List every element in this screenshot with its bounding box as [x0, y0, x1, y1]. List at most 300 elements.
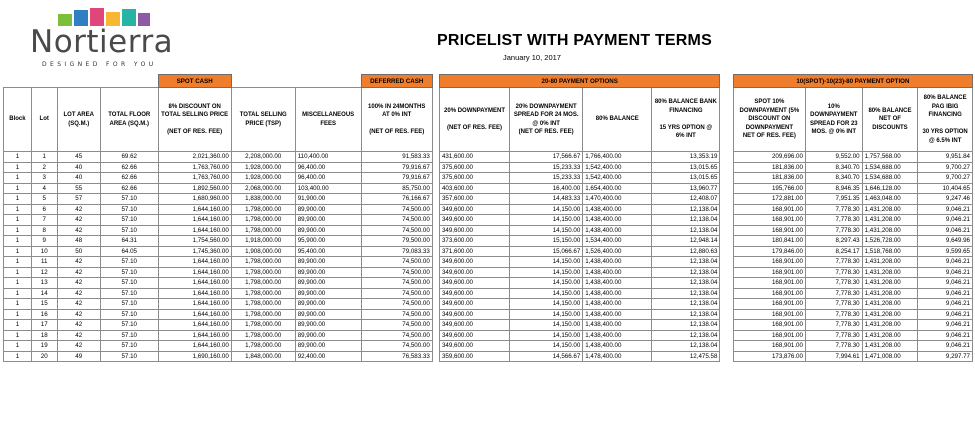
cell-bal80: 1,438,400.00 [583, 278, 652, 289]
table-row [4, 204, 973, 215]
col-tsp: TOTAL SELLING PRICE (TSP) [231, 88, 295, 152]
cell-floor-area: 57.10 [100, 278, 158, 289]
cell-bal80: 1,654,400.00 [583, 183, 652, 194]
cell-lot: 11 [31, 257, 57, 268]
cell-spot10: 209,696.00 [733, 152, 805, 163]
cell-bal80-net: 1,757,568.00 [862, 152, 918, 163]
cell-dp20: 403,600.00 [439, 183, 509, 194]
cell-spot-discount: 1,644,160.00 [158, 330, 231, 341]
cell-bal80-bank: 12,138.04 [652, 257, 720, 268]
cell-bal80: 1,438,400.00 [583, 204, 652, 215]
table-row [4, 267, 973, 278]
cell-lot: 10 [31, 246, 57, 257]
cell-bal80-bank: 12,138.04 [652, 278, 720, 289]
cell-spot-discount: 1,644,160.00 [158, 225, 231, 236]
cell-bal80-bank: 12,880.63 [652, 246, 720, 257]
col-lot-area: LOT AREA (SQ.M.) [57, 88, 100, 152]
cell-dp20: 349,600.00 [439, 267, 509, 278]
cell-block: 1 [4, 257, 32, 268]
cell-bal80: 1,438,400.00 [583, 330, 652, 341]
cell-spot-discount: 1,892,560.00 [158, 183, 231, 194]
cell-bal80-net: 1,431,208.00 [862, 288, 918, 299]
cell-bal80: 1,438,400.00 [583, 288, 652, 299]
cell-dp20-spread: 14,150.00 [510, 257, 583, 268]
col-bal80-pagibig-label: 80% BALANCE PAG IBIG FINANCING [923, 95, 967, 118]
cell-spot-discount: 1,644,160.00 [158, 215, 231, 226]
cell-dp20-spread: 15,066.67 [510, 246, 583, 257]
cell-bal80-bank: 12,475.58 [652, 351, 720, 362]
cell-spot-discount: 1,680,960.00 [158, 194, 231, 205]
cell-lot-area: 49 [57, 351, 100, 362]
cell-floor-area: 62.66 [100, 173, 158, 184]
cell-spot-discount: 1,644,160.00 [158, 204, 231, 215]
cell-lot-area: 55 [57, 183, 100, 194]
cell-bal80: 1,438,400.00 [583, 341, 652, 352]
cell-spot-discount: 1,644,160.00 [158, 278, 231, 289]
table-row [4, 288, 973, 299]
cell-bal80-pagibig: 9,046.21 [918, 299, 973, 310]
cell-bal80-bank: 12,138.04 [652, 225, 720, 236]
col-spot10-note: NET OF RES. FEE) [742, 133, 796, 140]
cell-lot: 7 [31, 215, 57, 226]
cell-floor-area: 57.10 [100, 194, 158, 205]
table-row [4, 246, 973, 257]
table-row [4, 320, 973, 331]
cell-bal80-net: 1,534,688.00 [862, 162, 918, 173]
cell-bal80-net: 1,431,208.00 [862, 278, 918, 289]
cell-bal80-pagibig: 9,046.21 [918, 215, 973, 226]
cell-spot10: 168,901.00 [733, 288, 805, 299]
cell-spot10: 168,901.00 [733, 299, 805, 310]
cell-block: 1 [4, 330, 32, 341]
col-spot-discount [158, 88, 231, 152]
cell-bal80-pagibig: 10,404.65 [918, 183, 973, 194]
cell-misc: 89,900.00 [295, 341, 361, 352]
cell-lot-area: 42 [57, 299, 100, 310]
cell-dp10-spread: 7,778.30 [805, 225, 862, 236]
cell-misc: 96,400.00 [295, 162, 361, 173]
cell-dp10-spread: 7,778.30 [805, 320, 862, 331]
cell-tsp: 2,208,000.00 [231, 152, 295, 163]
cell-spot-discount: 1,644,160.00 [158, 341, 231, 352]
cell-bal80-bank: 12,138.04 [652, 299, 720, 310]
cell-lot: 17 [31, 320, 57, 331]
cell-bal80-bank: 12,948.14 [652, 236, 720, 247]
cell-spot10: 181,836.00 [733, 173, 805, 184]
cell-dp20: 349,600.00 [439, 341, 509, 352]
cell-dp10-spread: 8,340.70 [805, 162, 862, 173]
cell-bal80-net: 1,534,688.00 [862, 173, 918, 184]
cell-tsp: 1,908,000.00 [231, 246, 295, 257]
cell-dp20: 349,600.00 [439, 215, 509, 226]
cell-deferred: 79,916.67 [361, 173, 432, 184]
cell-bal80: 1,438,400.00 [583, 215, 652, 226]
cell-tsp: 1,798,000.00 [231, 204, 295, 215]
cell-dp20: 349,600.00 [439, 204, 509, 215]
cell-lot-area: 42 [57, 225, 100, 236]
price-date: January 10, 2017 [503, 53, 561, 62]
cell-bal80-bank: 12,138.04 [652, 215, 720, 226]
cell-block: 1 [4, 173, 32, 184]
cell-spot-discount: 1,754,560.00 [158, 236, 231, 247]
cell-bal80-net: 1,431,208.00 [862, 204, 918, 215]
cell-misc: 89,900.00 [295, 215, 361, 226]
cell-misc: 89,900.00 [295, 267, 361, 278]
cell-spot-discount: 1,644,160.00 [158, 288, 231, 299]
cell-spot10: 168,901.00 [733, 204, 805, 215]
cell-lot: 9 [31, 236, 57, 247]
table-row [4, 236, 973, 247]
cell-bal80-bank: 13,015.65 [652, 173, 720, 184]
table-row [4, 173, 973, 184]
cell-misc: 110,400.00 [295, 152, 361, 163]
cell-dp20-spread: 14,566.67 [510, 351, 583, 362]
cell-tsp: 1,928,000.00 [231, 162, 295, 173]
cell-dp20-spread: 14,150.00 [510, 309, 583, 320]
cell-lot-area: 57 [57, 194, 100, 205]
cell-spot10: 168,901.00 [733, 278, 805, 289]
cell-dp20: 349,600.00 [439, 309, 509, 320]
col-dp20-spread [510, 88, 583, 152]
cell-bal80-bank: 12,138.04 [652, 330, 720, 341]
cell-dp10-spread: 7,778.30 [805, 204, 862, 215]
cell-floor-area: 57.10 [100, 351, 158, 362]
cell-bal80: 1,534,400.00 [583, 236, 652, 247]
cell-bal80: 1,478,400.00 [583, 351, 652, 362]
cell-misc: 103,400.00 [295, 183, 361, 194]
col-misc: MISCELLANEOUS FEES [295, 88, 361, 152]
cell-misc: 89,900.00 [295, 320, 361, 331]
cell-spot-discount: 1,644,160.00 [158, 320, 231, 331]
col-bal80-bank [652, 88, 720, 152]
cell-lot-area: 42 [57, 320, 100, 331]
cell-tsp: 1,848,000.00 [231, 351, 295, 362]
cell-dp20-spread: 17,566.67 [510, 152, 583, 163]
cell-tsp: 1,798,000.00 [231, 257, 295, 268]
cell-deferred: 91,583.33 [361, 152, 432, 163]
table-row [4, 330, 973, 341]
cell-bal80-pagibig: 9,297.77 [918, 351, 973, 362]
cell-lot-area: 48 [57, 236, 100, 247]
cell-bal80-net: 1,431,208.00 [862, 225, 918, 236]
cell-floor-area: 57.10 [100, 309, 158, 320]
column-header-row [4, 88, 973, 152]
table-row [4, 194, 973, 205]
cell-misc: 91,900.00 [295, 194, 361, 205]
cell-lot-area: 42 [57, 309, 100, 320]
cell-lot-area: 40 [57, 173, 100, 184]
cell-bal80: 1,470,400.00 [583, 194, 652, 205]
cell-bal80-bank: 12,138.04 [652, 320, 720, 331]
cell-lot-area: 40 [57, 162, 100, 173]
table-row [4, 309, 973, 320]
cell-deferred: 74,500.00 [361, 330, 432, 341]
table-row [4, 341, 973, 352]
cell-bal80-net: 1,431,208.00 [862, 257, 918, 268]
cell-spot10: 168,901.00 [733, 267, 805, 278]
cell-dp10-spread: 7,778.30 [805, 299, 862, 310]
cell-dp20: 349,600.00 [439, 320, 509, 331]
band-header-row [4, 75, 973, 88]
cell-deferred: 74,500.00 [361, 257, 432, 268]
cell-spot-discount: 1,644,160.00 [158, 257, 231, 268]
brand-tagline: DESIGNED FOR YOU [42, 61, 157, 68]
cell-dp20: 373,600.00 [439, 236, 509, 247]
cell-floor-area: 57.10 [100, 320, 158, 331]
cell-dp20-spread: 14,150.00 [510, 330, 583, 341]
cell-dp20-spread: 14,150.00 [510, 267, 583, 278]
cell-floor-area: 64.31 [100, 236, 158, 247]
cell-bal80-pagibig: 9,951.84 [918, 152, 973, 163]
cell-bal80-bank: 13,353.19 [652, 152, 720, 163]
cell-dp10-spread: 7,778.30 [805, 257, 862, 268]
cell-dp10-spread: 7,778.30 [805, 215, 862, 226]
cell-bal80-net: 1,431,208.00 [862, 215, 918, 226]
cell-tsp: 1,918,000.00 [231, 236, 295, 247]
cell-bal80-pagibig: 9,247.46 [918, 194, 973, 205]
cell-bal80-pagibig: 9,700.27 [918, 162, 973, 173]
cell-floor-area: 57.10 [100, 330, 158, 341]
cell-spot-discount: 1,644,160.00 [158, 309, 231, 320]
cell-misc: 89,900.00 [295, 299, 361, 310]
band-spot-cash: SPOT CASH [158, 75, 231, 88]
cell-dp10-spread: 7,951.35 [805, 194, 862, 205]
cell-bal80-pagibig: 9,046.21 [918, 288, 973, 299]
cell-floor-area: 57.10 [100, 299, 158, 310]
cell-bal80-net: 1,518,768.00 [862, 246, 918, 257]
cell-spot10: 168,901.00 [733, 330, 805, 341]
col-dp20-spread-label: 20% DOWNPAYMENT SPREAD FOR 24 MOS. @ 0% INT [513, 103, 579, 127]
page-title: PRICELIST WITH PAYMENT TERMS [437, 32, 712, 49]
cell-lot: 8 [31, 225, 57, 236]
cell-lot-area: 42 [57, 257, 100, 268]
cell-dp20-spread: 14,150.00 [510, 320, 583, 331]
cell-lot: 13 [31, 278, 57, 289]
cell-floor-area: 57.10 [100, 288, 158, 299]
cell-dp10-spread: 7,778.30 [805, 330, 862, 341]
table-row [4, 278, 973, 289]
cell-lot-area: 42 [57, 330, 100, 341]
cell-block: 1 [4, 194, 32, 205]
col-dp20 [439, 88, 509, 152]
cell-tsp: 2,068,000.00 [231, 183, 295, 194]
cell-misc: 95,900.00 [295, 236, 361, 247]
cell-spot10: 195,766.00 [733, 183, 805, 194]
col-lot: Lot [31, 88, 57, 152]
cell-dp10-spread: 7,778.30 [805, 341, 862, 352]
cell-lot: 2 [31, 162, 57, 173]
cell-dp10-spread: 8,946.35 [805, 183, 862, 194]
cell-tsp: 1,798,000.00 [231, 299, 295, 310]
cell-bal80-pagibig: 9,046.21 [918, 330, 973, 341]
cell-bal80-net: 1,463,048.00 [862, 194, 918, 205]
cell-block: 1 [4, 299, 32, 310]
cell-spot10: 173,876.00 [733, 351, 805, 362]
cell-dp20: 359,600.00 [439, 351, 509, 362]
cell-deferred: 85,750.00 [361, 183, 432, 194]
cell-tsp: 1,798,000.00 [231, 278, 295, 289]
cell-dp10-spread: 7,778.30 [805, 309, 862, 320]
cell-bal80-pagibig: 9,046.21 [918, 257, 973, 268]
cell-bal80: 1,766,400.00 [583, 152, 652, 163]
cell-spot10: 168,901.00 [733, 341, 805, 352]
cell-block: 1 [4, 278, 32, 289]
cell-bal80: 1,438,400.00 [583, 309, 652, 320]
cell-block: 1 [4, 225, 32, 236]
cell-bal80: 1,526,400.00 [583, 246, 652, 257]
cell-bal80-net: 1,431,208.00 [862, 267, 918, 278]
cell-floor-area: 57.10 [100, 257, 158, 268]
cell-lot-area: 42 [57, 341, 100, 352]
cell-dp20: 349,600.00 [439, 299, 509, 310]
logo-buildings-icon [58, 6, 158, 26]
cell-tsp: 1,798,000.00 [231, 341, 295, 352]
cell-tsp: 1,798,000.00 [231, 267, 295, 278]
cell-deferred: 74,500.00 [361, 320, 432, 331]
cell-floor-area: 57.10 [100, 341, 158, 352]
cell-dp20-spread: 14,150.00 [510, 225, 583, 236]
cell-bal80-pagibig: 9,599.65 [918, 246, 973, 257]
cell-spot10: 168,901.00 [733, 215, 805, 226]
cell-dp20-spread: 14,483.33 [510, 194, 583, 205]
table-row [4, 152, 973, 163]
cell-lot: 14 [31, 288, 57, 299]
cell-block: 1 [4, 267, 32, 278]
cell-misc: 96,400.00 [295, 173, 361, 184]
cell-floor-area: 62.66 [100, 162, 158, 173]
cell-lot-area: 50 [57, 246, 100, 257]
cell-bal80-net: 1,646,128.00 [862, 183, 918, 194]
cell-floor-area: 57.10 [100, 215, 158, 226]
cell-lot-area: 45 [57, 152, 100, 163]
cell-tsp: 1,798,000.00 [231, 330, 295, 341]
pricelist-table [3, 74, 973, 362]
cell-bal80: 1,438,400.00 [583, 257, 652, 268]
cell-deferred: 79,500.00 [361, 236, 432, 247]
cell-lot: 12 [31, 267, 57, 278]
col-bal80-bank-note: 15 YRS OPTION @ 6% INT [659, 124, 713, 140]
cell-dp20: 349,600.00 [439, 225, 509, 236]
cell-deferred: 74,500.00 [361, 288, 432, 299]
cell-bal80-pagibig: 9,700.27 [918, 173, 973, 184]
col-dp10-spread: 10% DOWNPAYMENT SPREAD FOR 23 MOS. @ 0% INT [805, 88, 862, 152]
cell-tsp: 1,928,000.00 [231, 173, 295, 184]
company-logo [10, 4, 200, 74]
cell-spot10: 168,901.00 [733, 320, 805, 331]
table-row [4, 225, 973, 236]
cell-dp20-spread: 15,150.00 [510, 236, 583, 247]
cell-lot: 6 [31, 204, 57, 215]
cell-block: 1 [4, 183, 32, 194]
cell-lot: 18 [31, 330, 57, 341]
cell-block: 1 [4, 162, 32, 173]
cell-block: 1 [4, 341, 32, 352]
cell-misc: 89,900.00 [295, 309, 361, 320]
cell-dp10-spread: 7,778.30 [805, 267, 862, 278]
cell-bal80-net: 1,431,208.00 [862, 320, 918, 331]
cell-bal80-bank: 12,138.04 [652, 341, 720, 352]
table-row [4, 162, 973, 173]
cell-dp20-spread: 15,233.33 [510, 173, 583, 184]
cell-dp10-spread: 8,297.43 [805, 236, 862, 247]
cell-block: 1 [4, 215, 32, 226]
col-bal80-bank-label: 80% BALANCE BANK FINANCING [654, 99, 717, 114]
cell-lot-area: 42 [57, 278, 100, 289]
col-deferred-note: (NET OF RES. FEE) [369, 129, 425, 135]
cell-dp20-spread: 14,150.00 [510, 299, 583, 310]
cell-dp10-spread: 7,778.30 [805, 288, 862, 299]
col-bal80-pagibig-note: 30 YRS OPTION @ 6.5% INT [922, 129, 968, 144]
cell-dp20: 349,600.00 [439, 288, 509, 299]
cell-lot-area: 42 [57, 215, 100, 226]
cell-bal80-pagibig: 9,046.21 [918, 320, 973, 331]
cell-deferred: 76,166.67 [361, 194, 432, 205]
cell-deferred: 74,500.00 [361, 299, 432, 310]
col-dp20-spread-note: (NET OF RES. FEE) [518, 129, 574, 135]
cell-bal80: 1,438,400.00 [583, 225, 652, 236]
cell-deferred: 74,500.00 [361, 225, 432, 236]
cell-bal80-pagibig: 9,046.21 [918, 278, 973, 289]
cell-bal80-bank: 12,138.04 [652, 204, 720, 215]
cell-bal80-bank: 12,138.04 [652, 309, 720, 320]
cell-floor-area: 64.05 [100, 246, 158, 257]
table-row [4, 257, 973, 268]
col-bal80-net: 80% BALANCE NET OF DISCOUNTS [862, 88, 918, 152]
cell-dp20-spread: 14,150.00 [510, 204, 583, 215]
cell-deferred: 74,500.00 [361, 204, 432, 215]
cell-lot: 15 [31, 299, 57, 310]
cell-floor-area: 57.10 [100, 267, 158, 278]
cell-dp20: 375,600.00 [439, 162, 509, 173]
cell-lot: 4 [31, 183, 57, 194]
col-block: Block [4, 88, 32, 152]
cell-tsp: 1,798,000.00 [231, 215, 295, 226]
cell-misc: 89,900.00 [295, 278, 361, 289]
cell-block: 1 [4, 236, 32, 247]
col-spot10-label: SPOT 10% DOWNPAYMENT (5% DISCOUNT ON DOWNPAYMENT [739, 99, 800, 131]
cell-deferred: 79,916.67 [361, 162, 432, 173]
cell-bal80: 1,438,400.00 [583, 267, 652, 278]
cell-dp20: 357,600.00 [439, 194, 509, 205]
col-bal80-pagibig [918, 88, 973, 152]
cell-floor-area: 57.10 [100, 204, 158, 215]
cell-dp20: 349,600.00 [439, 278, 509, 289]
cell-misc: 89,900.00 [295, 225, 361, 236]
cell-bal80-net: 1,431,208.00 [862, 309, 918, 320]
cell-deferred: 74,500.00 [361, 341, 432, 352]
cell-lot: 20 [31, 351, 57, 362]
table-row [4, 351, 973, 362]
cell-block: 1 [4, 309, 32, 320]
cell-bal80-net: 1,431,208.00 [862, 299, 918, 310]
cell-dp20-spread: 15,233.33 [510, 162, 583, 173]
cell-misc: 92,400.00 [295, 351, 361, 362]
cell-tsp: 1,798,000.00 [231, 288, 295, 299]
cell-misc: 89,900.00 [295, 257, 361, 268]
cell-bal80-pagibig: 9,649.96 [918, 236, 973, 247]
cell-spot10: 172,881.00 [733, 194, 805, 205]
col-spot-discount-note: (NET OF RES. FEE) [167, 129, 223, 135]
cell-dp20-spread: 14,150.00 [510, 288, 583, 299]
col-floor-area: TOTAL FLOOR AREA (SQ.M.) [100, 88, 158, 152]
band-deferred-cash: DEFERRED CASH [361, 75, 432, 88]
cell-block: 1 [4, 204, 32, 215]
cell-dp20-spread: 14,150.00 [510, 341, 583, 352]
cell-dp10-spread: 8,340.70 [805, 173, 862, 184]
cell-lot-area: 42 [57, 267, 100, 278]
cell-dp10-spread: 7,778.30 [805, 278, 862, 289]
cell-lot: 1 [31, 152, 57, 163]
